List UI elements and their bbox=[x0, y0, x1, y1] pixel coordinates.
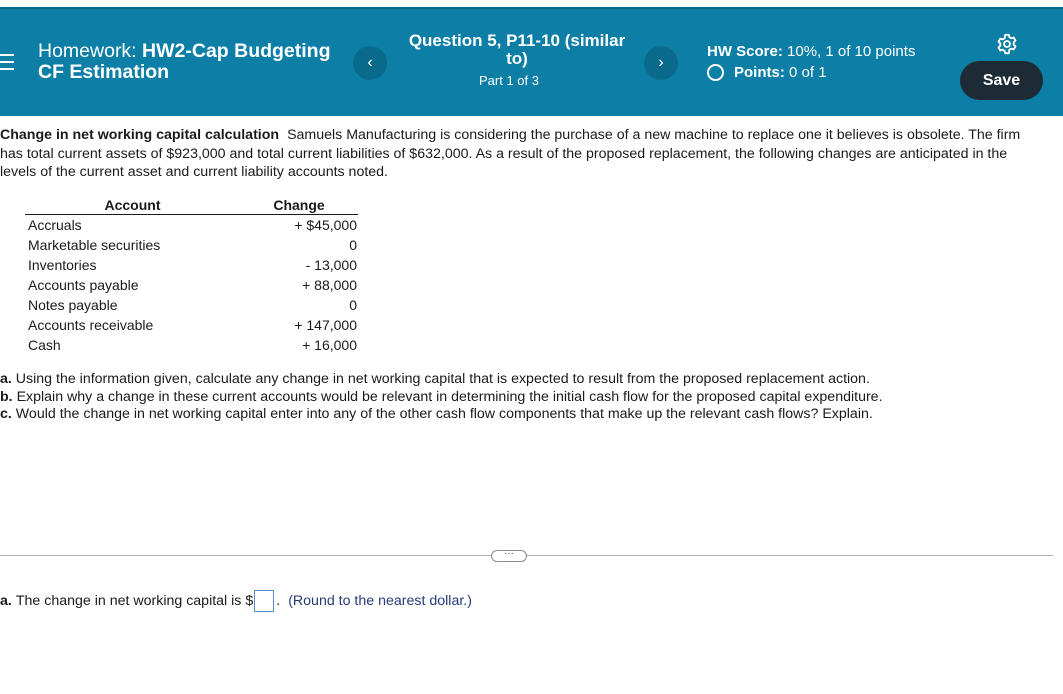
hw-score-label: HW Score: bbox=[707, 43, 783, 60]
homework-name-line2: CF Estimation bbox=[38, 61, 170, 83]
account-name: Marketable securities bbox=[28, 237, 161, 253]
points bbox=[707, 64, 827, 81]
account-change: 0 bbox=[349, 237, 357, 253]
table-row bbox=[25, 275, 358, 295]
question-item bbox=[0, 389, 883, 407]
answer-letter: a. bbox=[0, 593, 12, 609]
table-row bbox=[25, 295, 358, 315]
account-change: + $45,000 bbox=[294, 217, 357, 233]
answer-row bbox=[0, 590, 472, 612]
account-change: + 16,000 bbox=[302, 337, 357, 353]
answer-hint: (Round to the nearest dollar.) bbox=[288, 593, 472, 609]
account-name: Accounts receivable bbox=[28, 317, 154, 333]
homework-prefix: Homework: bbox=[38, 40, 137, 62]
hw-score bbox=[707, 43, 915, 60]
account-name: Accounts payable bbox=[28, 277, 139, 293]
next-question-button[interactable] bbox=[644, 46, 678, 80]
question-letter: a. bbox=[0, 371, 12, 387]
hw-score-value: 10%, 1 of 10 points bbox=[787, 43, 916, 60]
header-bar bbox=[0, 9, 1063, 116]
homework-name-line1: HW2-Cap Budgeting bbox=[142, 40, 331, 62]
account-change: + 88,000 bbox=[302, 277, 357, 293]
answer-suffix: . bbox=[276, 593, 281, 609]
answer-input[interactable] bbox=[254, 590, 274, 612]
gear-icon[interactable] bbox=[996, 33, 1018, 55]
question-item bbox=[0, 371, 883, 389]
question-list bbox=[0, 371, 883, 424]
answer-prefix: The change in net working capital is $ bbox=[15, 593, 254, 609]
save-button[interactable]: Save bbox=[960, 61, 1043, 100]
table-row bbox=[25, 335, 358, 355]
table-header-row bbox=[25, 195, 358, 215]
account-change: 0 bbox=[349, 297, 357, 313]
table-row bbox=[25, 315, 358, 335]
account-name: Notes payable bbox=[28, 297, 118, 313]
top-rule bbox=[0, 0, 1063, 9]
chevron-left-icon: ‹ bbox=[367, 54, 373, 71]
chevron-right-icon: › bbox=[658, 54, 664, 71]
account-change: - 13,000 bbox=[305, 257, 357, 273]
question-item bbox=[0, 406, 883, 424]
account-change: + 147,000 bbox=[294, 317, 357, 333]
question-letter: c. bbox=[0, 406, 12, 422]
points-label: Points: bbox=[734, 64, 785, 81]
account-name: Cash bbox=[28, 337, 61, 353]
expand-toggle-button[interactable]: ··· bbox=[491, 550, 527, 562]
table-row bbox=[25, 255, 358, 275]
points-circle-icon bbox=[707, 64, 724, 81]
account-name: Inventories bbox=[28, 257, 97, 273]
accounts-table bbox=[25, 195, 358, 355]
table-row bbox=[25, 215, 358, 236]
menu-icon[interactable] bbox=[0, 54, 14, 70]
column-header-account: Account bbox=[25, 195, 240, 215]
question-part: Part 1 of 3 bbox=[479, 73, 539, 88]
question-text: Using the information given, calculate any change in net working capital that is expected to result from the proposed replacement action. bbox=[15, 371, 870, 387]
previous-question-button[interactable] bbox=[353, 46, 387, 80]
question-letter: b. bbox=[0, 388, 13, 405]
problem-text: Samuels Manufacturing is considering the purchase of a new machine to replace one it believes is obsolete. The firm has total current assets of $923,000 and total current liabilities of $632,000. As a result of the proposed replacement, the following changes are anticipated in the levels of the current asset and current liability accounts noted. bbox=[0, 127, 1021, 180]
points-value: 0 of 1 bbox=[789, 64, 827, 81]
homework-title bbox=[38, 41, 331, 83]
problem-title: Change in net working capital calculation bbox=[0, 127, 280, 143]
question-title: Question 5, P11-10 (similar to) bbox=[408, 31, 626, 68]
problem-statement bbox=[0, 126, 1040, 182]
table-row bbox=[25, 235, 358, 255]
question-text: Would the change in net working capital enter into any of the other cash flow components that make up the relevant cash flows? Explain. bbox=[15, 406, 873, 422]
account-name: Accruals bbox=[28, 217, 82, 233]
column-header-change: Change bbox=[240, 195, 358, 215]
question-text: Explain why a change in these current accounts would be relevant in determining the initial cash flow for the proposed capital expenditure. bbox=[16, 388, 883, 405]
